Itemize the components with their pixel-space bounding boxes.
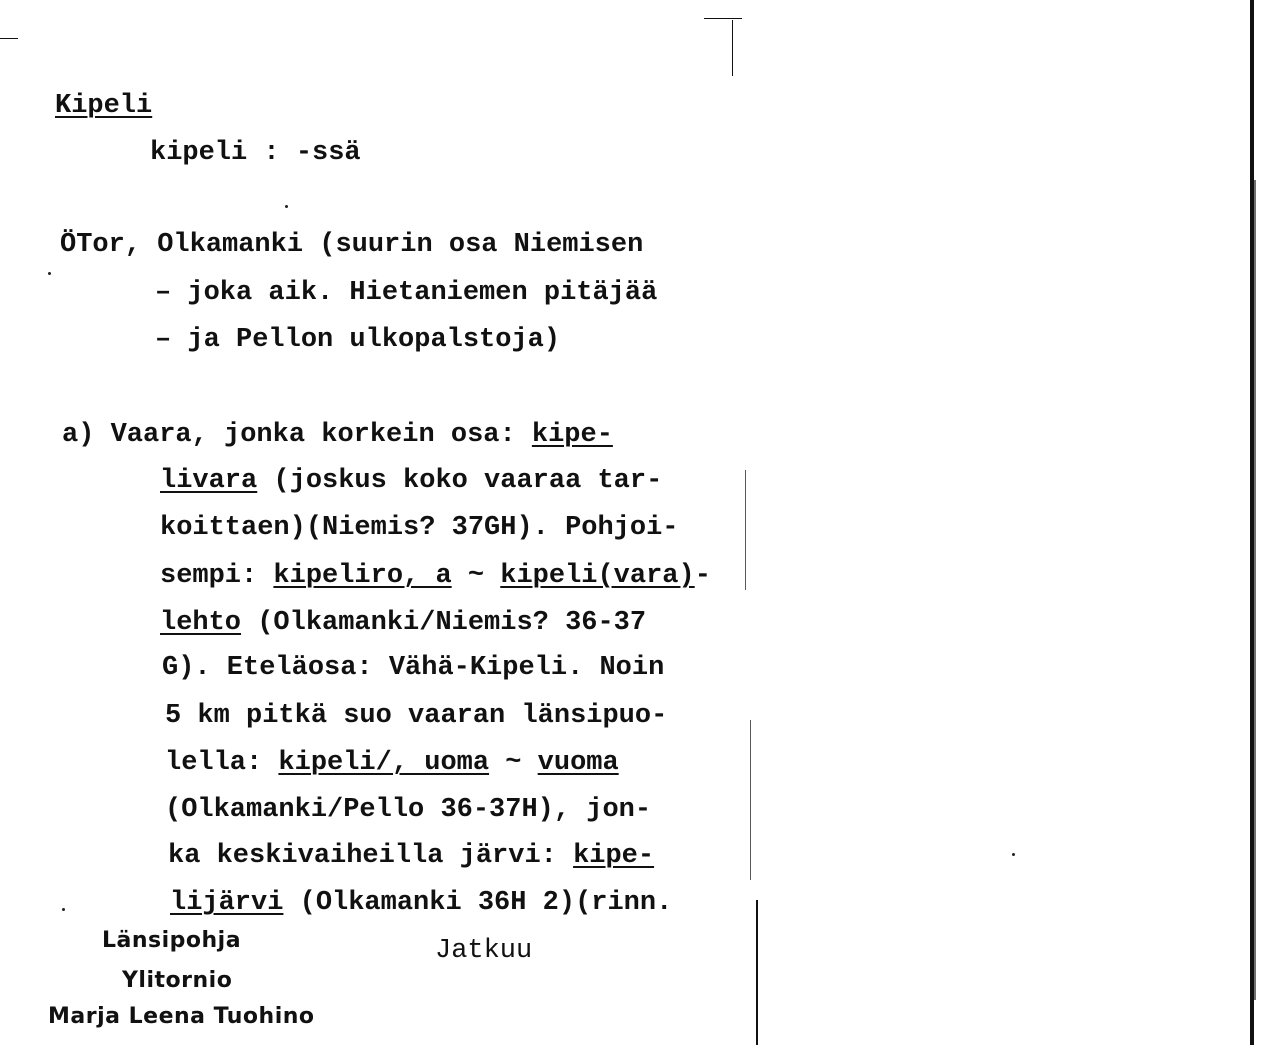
body-text: a) Vaara, jonka korkein osa: [62, 420, 532, 450]
body-line-1 [62, 422, 613, 449]
scan-dash-right [745, 470, 746, 590]
scan-edge-shadow [1254, 180, 1256, 1000]
location-line-2: – joka aik. Hietaniemen pitäjää [155, 278, 658, 308]
body-text: ~ [451, 561, 501, 591]
body-line-4 [160, 563, 711, 590]
body-line-10 [168, 843, 654, 870]
stamp-region: Länsipohja [102, 928, 242, 953]
body-text: (joskus koko vaaraa tar- [257, 466, 663, 496]
entry-title: Kipeli [55, 91, 153, 121]
body-text: ~ [489, 748, 538, 778]
scan-mark-top [704, 18, 742, 19]
scan-edge-inner [756, 900, 758, 1045]
body-text: lella: [165, 748, 279, 778]
location-line-1: ÖTor, Olkamanki (suurin osa Niemisen [60, 230, 644, 260]
continues-note: Jatkuu [435, 936, 533, 966]
scan-mark-left [0, 38, 18, 39]
body-line-2 [160, 468, 662, 495]
place-name: lehto [160, 608, 242, 638]
body-text: ka keskivaiheilla järvi: [168, 841, 574, 871]
body-line-5 [160, 610, 646, 637]
place-name: kipe- [573, 841, 655, 871]
body-text: - [694, 561, 711, 591]
place-name: kipeli(vara) [500, 561, 695, 591]
place-name: kipeliro, a [273, 561, 452, 591]
scan-dash-right-2 [750, 720, 751, 880]
scan-mark-vertical [732, 20, 733, 76]
body-line-7: 5 km pitkä suo vaaran länsipuo- [165, 701, 668, 731]
location-line-3: – ja Pellon ulkopalstoja) [155, 325, 561, 355]
scan-dot [285, 205, 288, 208]
entry-form: kipeli : -ssä [150, 138, 361, 168]
scan-dot [1012, 853, 1015, 856]
stamp-collector: Marja Leena Tuohino [48, 1004, 315, 1029]
body-line-9: (Olkamanki/Pello 36-37H), jon- [165, 795, 652, 825]
place-name: lijärvi [170, 888, 284, 918]
stamp-parish: Ylitornio [122, 968, 233, 993]
body-text: (Olkamanki/Niemis? 36-37 [241, 608, 647, 638]
place-name: vuoma [537, 748, 619, 778]
scan-dot [48, 272, 51, 275]
body-text: sempi: [160, 561, 274, 591]
body-line-11 [170, 890, 672, 917]
body-line-3: koittaen)(Niemis? 37GH). Pohjoi- [160, 513, 679, 543]
body-line-6: G). Eteläosa: Vähä-Kipeli. Noin [162, 653, 665, 683]
place-name: kipe- [531, 420, 613, 450]
place-name: livara [160, 466, 258, 496]
place-name: kipeli/, uoma [278, 748, 490, 778]
scan-dot [62, 908, 65, 911]
body-line-8 [165, 750, 619, 777]
body-text: (Olkamanki 36H 2)(rinn. [283, 888, 673, 918]
